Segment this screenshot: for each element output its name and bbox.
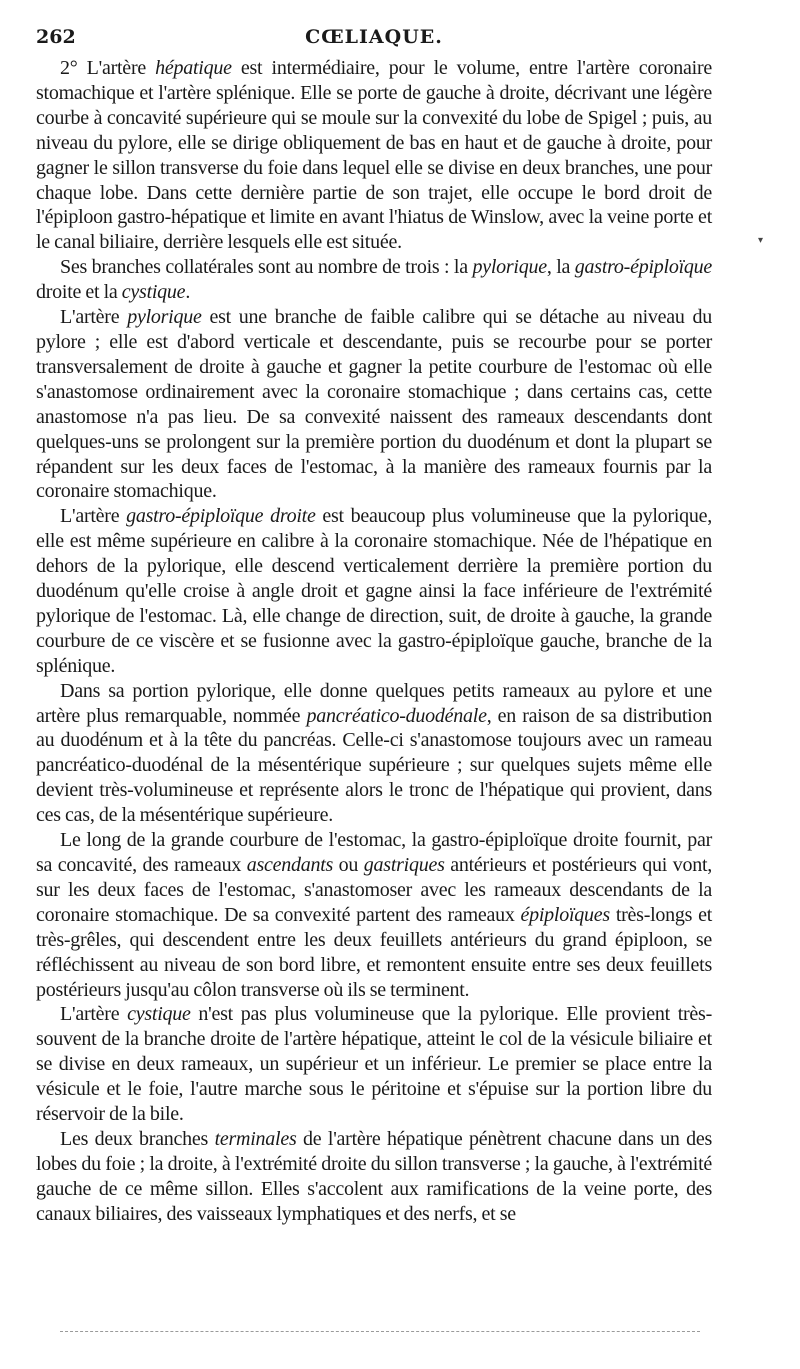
text-run: ou (333, 854, 364, 876)
text-run: 2° L'artère (60, 57, 156, 79)
text-run: n'est pas plus volumineuse que la pylorique. Elle provient très-souvent de la branche droite de l'artère hépatique, atteint le col de la vésicule biliaire et se divise en deux rameaux, un supérieur et un inférieur. Le premier se place entre la vésicule et le foie, l'autre marche sous le péritoine et s'épuise sur la portion libre du réservoir de la bile. (36, 1003, 713, 1126)
paragraph (36, 255, 712, 305)
margin-mark-icon: ▾ (758, 235, 764, 246)
italic-term: pancréatico-duodénale (306, 704, 487, 727)
text-run: droite et la (36, 281, 122, 304)
text-run: Ses branches collatérales sont au nombre de trois : la (60, 256, 473, 279)
text-run: . (185, 281, 191, 304)
paragraph (36, 1002, 712, 1127)
italic-term: gastro-épiploïque (574, 256, 712, 279)
paragraph (36, 504, 712, 678)
text-run: est une branche de faible calibre qui se détache au niveau du pylore ; elle est d'abord verticale et descendante, puis se recourbe pour se porter transversalement de droite à gauche et gagner la petite courbure de l'estomac où elle s'anastomose ordinairement avec la coronaire stomachique ; dans certains cas, cette anastomose n'a pas lieu. De sa convexité naissent des rameaux descendants dont quelques-uns se prolongent sur la première portion du duodénum et dont la plupart se répandent sur les deux faces de l'estomac, à la manière des rameaux fournis par la coronaire stomachique. (36, 306, 712, 503)
footer-rule (60, 1331, 700, 1332)
body-text (36, 56, 712, 1227)
italic-term: cystique (127, 1003, 191, 1026)
text-run: Les deux branches (60, 1127, 215, 1150)
running-title: CŒLIAQUE. (305, 26, 443, 48)
book-page (36, 22, 712, 1227)
paragraph (36, 305, 712, 504)
italic-term: épiploïques (520, 903, 610, 926)
page-header (36, 22, 712, 52)
text-run: de l'artère hépatique pénètrent chacune dans un des lobes du foie ; la droite, à l'extrémité droite du sillon transverse ; la gauche, à l'extrémité gauche de ce même sillon. Elles s'accolent aux ramifications de la veine porte, des canaux biliaires, des vaisseaux lymphatiques et des nerfs, et se (36, 1127, 713, 1225)
text-run: L'artère (60, 505, 127, 528)
text-run: L'artère (60, 1003, 128, 1026)
paragraph (36, 828, 712, 1002)
text-run: L'artère (60, 306, 128, 329)
italic-term: terminales (214, 1127, 297, 1150)
text-run: est beaucoup plus volumineuse que la pylorique, elle est même supérieure en calibre à la coronaire stomachique. Née de l'hépatique en dehors de la pylorique, elle descend verticalement derrière la première portion du duodénum qu'elle croise à angle droit et gagne ainsi la face inférieure de l'extrémité pylorique de l'estomac. Là, elle change de direction, suit, de droite à gauche, la grande courbure de ce viscère et se fusionne avec la gastro-épiploïque gauche, branche de la splénique. (36, 505, 713, 677)
page-number: 262 (36, 26, 76, 48)
text-run: antérieurs et postérieurs qui vont, sur les deux faces de l'estomac, s'anastomoser avec les rameaux descendants de la coronaire stomachique. De sa convexité partent des rameaux (36, 854, 713, 926)
italic-term: gastro-épiploïque droite (126, 505, 316, 528)
paragraph (36, 1127, 712, 1227)
italic-term: pylorique (127, 306, 202, 329)
text-run: est intermédiaire, pour le volume, entre l'artère coronaire stomachique et l'artère splénique. Elle se porte de gauche à droite, décrivant une légère courbe à concavité supérieure qui se moule sur la convexité du lobe de Spigel ; puis, au niveau du pylore, elle se dirige obliquement de bas en haut et de gauche à droite, pour gagner le sillon transverse du foie dans lequel elle se divise en deux branches, une pour chaque lobe. Dans cette dernière partie de son trajet, elle occupe le bord droit de l'épiploon gastro-hépatique et limite en avant l'hiatus de Winslow, avec la veine porte et le canal biliaire, derrière lesquels elle est située. (36, 57, 712, 254)
paragraph (36, 56, 712, 255)
text-run: Le long de la grande courbure de l'estomac, la gastro-épiploïque droite fournit, par sa concavité, des rameaux (36, 829, 712, 876)
italic-term: hépatique (155, 57, 232, 79)
text-run: très-longs et très-grêles, qui descendent entre les deux feuillets antérieurs du grand épiploon, se réfléchissent au niveau de son bord libre, et remontent ensuite entre ses deux feuillets postérieurs jusqu'au côlon transverse où ils se terminent. (36, 903, 713, 1001)
text-run: , en raison de sa distribution au duodénum et à la tête du pancréas. Celle-ci s'anastomose toujours avec un rameau pancréatico-duodénal de la mésentérique supérieure ; sur quelques sujets même elle devient très-volumineuse et représente alors le tronc de l'hépatique qui provient, dans ces cas, de la mésentérique supérieure. (36, 704, 712, 827)
italic-term: pylorique (472, 256, 547, 279)
italic-term: cystique (121, 281, 186, 304)
text-run: Dans sa portion pylorique, elle donne quelques petits rameaux au pylore et une artère plus remarquable, nommée (36, 679, 712, 727)
italic-term: gastriques (363, 854, 445, 876)
text-run: , la (546, 256, 575, 279)
italic-term: ascendants (246, 854, 334, 876)
paragraph (36, 679, 712, 828)
